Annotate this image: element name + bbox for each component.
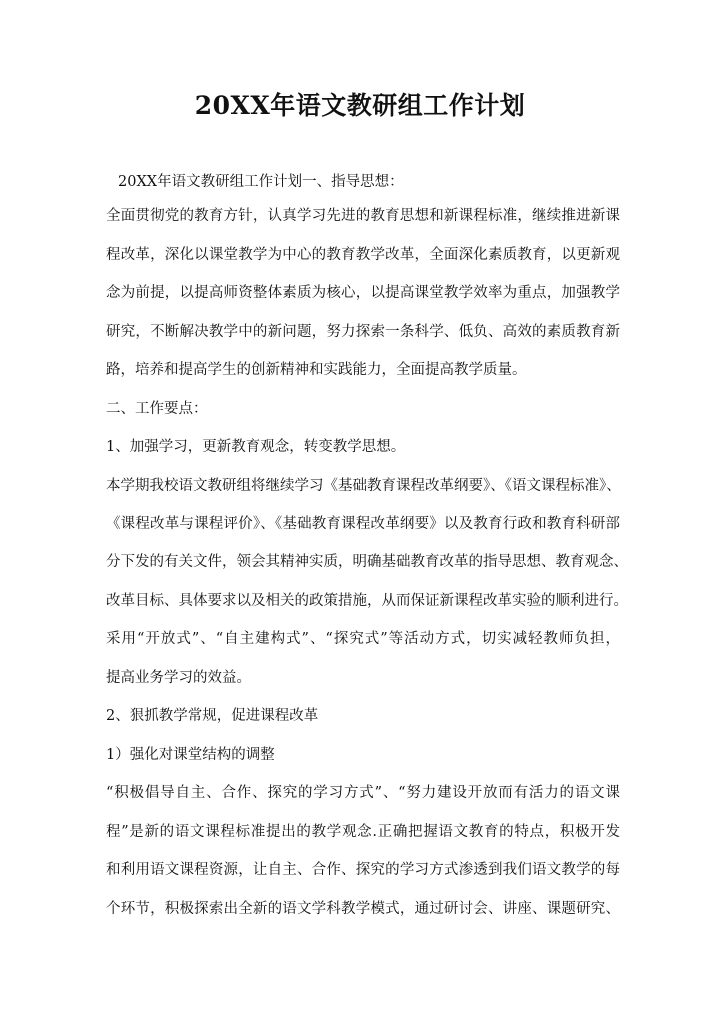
paragraph-line: 研究，不断解决教学中的新问题，努力探索一条科学、低负、高效的素质教育新 bbox=[106, 324, 620, 340]
paragraph-line: 本学期我校语文教研组将继续学习《基础教育课程改革纲要》、《语文课程标准》、 bbox=[106, 478, 621, 494]
paragraph-line: 和利用语文课程资源，让自主、合作、探究的学习方式渗透到我们语文教学的每 bbox=[106, 862, 620, 878]
paragraph-line: “积极倡导自主、合作、探究的学习方式”、“努力建设开放而有活力的语文课 bbox=[106, 785, 620, 801]
subsection-heading: 1、加强学习，更新教育观念，转变教学思想。 bbox=[106, 439, 406, 455]
paragraph-line: 采用“开放式”、“自主建构式”、“探究式”等活动方式，切实减轻教师负担， bbox=[106, 631, 620, 647]
subsection-heading: 1）强化对课堂结构的调整 bbox=[106, 747, 275, 763]
paragraph-line: 念为前提，以提高师资整体素质为核心，以提高课堂教学效率为重点，加强教学 bbox=[106, 285, 620, 301]
paragraph-line: 分下发的有关文件，领会其精神实质，明确基础教育改革的指导思想、教育观念、 bbox=[106, 554, 628, 570]
paragraph-line: 程改革，深化以课堂教学为中心的教育教学改革，全面深化素质教育，以更新观 bbox=[106, 247, 620, 263]
subsection-heading: 2、狠抓教学常规，促进课程改革 bbox=[106, 708, 319, 724]
paragraph-line: 改革目标、具体要求以及相关的政策措施，从而保证新课程改革实验的顺利进行。 bbox=[106, 593, 628, 609]
section-heading: 二、工作要点： bbox=[106, 401, 208, 417]
paragraph-line: 个环节，积极探索出全新的语文学科教学模式，通过研讨会、讲座、课题研究、 bbox=[106, 901, 620, 917]
paragraph-line: 提高业务学习的效益。 bbox=[106, 670, 251, 686]
paragraph-line: 路，培养和提高学生的创新精神和实践能力，全面提高教学质量。 bbox=[106, 362, 527, 378]
paragraph-line: 20XX年语文教研组工作计划一、指导思想： bbox=[118, 174, 404, 190]
paragraph-line: 全面贯彻党的教育方针，认真学习先进的教育思想和新课程标准，继续推进新课 bbox=[106, 208, 620, 224]
document-title: 20XX年语文教研组工作计划 bbox=[194, 91, 526, 120]
paragraph-line: 《课程改革与课程评价》、《基础教育课程改革纲要》以及教育行政和教育科研部 bbox=[106, 516, 620, 532]
paragraph-line: 程”是新的语文课程标准提出的教学观念.正确把握语文教育的特点，积极开发 bbox=[106, 824, 620, 840]
